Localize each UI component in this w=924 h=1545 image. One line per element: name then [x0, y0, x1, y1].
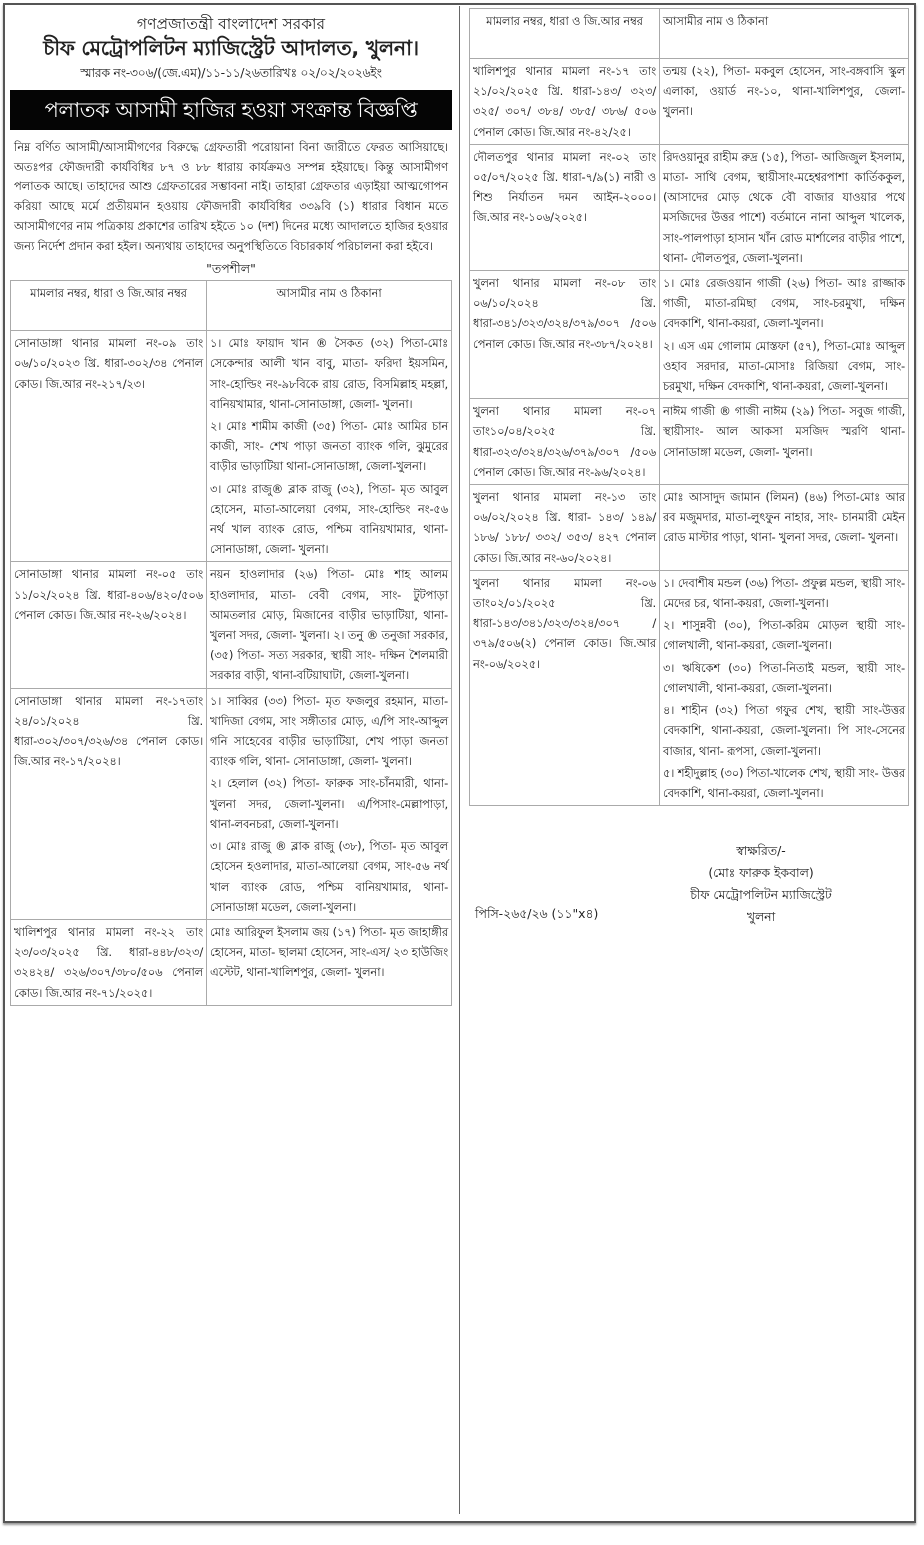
- case-row: [470, 399, 909, 485]
- pc-code: পিসি-২৬৫/২৬ (১১"x৪): [475, 906, 599, 922]
- accused-entry: ১। সাব্বির (৩৩) পিতা- মৃত ফজলুর রহমান, মাতা- খাদিজা বেগম, সাং সঙ্গীতার মোড়, এ/পি সাং-আব্দুল গনি সাহেবের বাড়ীর ভাড়াটিয়া, শেখ পাড়া জনতা ব্যাংক গলি, থানা- সোনাডাঙ্গা, জেলা- খুলনা।: [210, 693, 448, 769]
- header-case-column: মামলার নম্বর, ধারা ও জি.আর নম্বর: [470, 9, 660, 59]
- accused-entry: মোঃ আরিফুল ইসলাম জয় (১৭) পিতা- মৃত জাহাঙ্গীর হোসেন, মাতা- ছালমা হোসেন, সাং-এস/ ২৩ হাউজিং এস্টেট, থানা-খালিশপুর, জেলা- খুলনা।: [210, 924, 448, 980]
- accused-details: [660, 399, 909, 485]
- accused-entry: ৫। শহীদুল্লাহ (৩০) পিতা-খালেক শেখ, স্থায়ী সাং- উত্তর বেদকাশি, থানা-কয়রা, জেলা-খুলনা।: [663, 765, 905, 800]
- accused-entry: ১। দেবাশীষ মন্ডল (৩৬) পিতা- প্রফুল্ল মন্ডল, স্থায়ী সাং- মেদের চর, থানা-কয়রা, জেলা-খুলনা।: [663, 575, 905, 611]
- court-title: চীফ মেট্রোপলিটন ম্যাজিস্ট্রেট আদালত, খুলনা।: [43, 36, 419, 60]
- signatory-name: (মোঃ ফারুক ইকবাল): [708, 865, 814, 881]
- accused-entry: ২। শাসুন্নবী (৩০), পিতা-করিম মোড়ল স্থায়ী সাং- গোলখালী, থানা-কয়রা, জেলা-খুলনা।: [663, 618, 905, 653]
- accused-details: [660, 485, 909, 571]
- notice-banner: পলাতক আসামী হাজির হওয়া সংক্রান্ত বিজ্ঞপ্তি: [10, 90, 452, 130]
- accused-details: [207, 688, 452, 919]
- accused-details: [660, 271, 909, 399]
- accused-details: [207, 331, 452, 562]
- case-row: [470, 59, 909, 145]
- accused-entry: নাঈম গাজী ® গাজী নাঈম (২৯) পিতা- সবুজ গাজী, স্থায়ীসাং- আল আকসা মসজিদ স্মরণি থানা-সোনাডাঙ্গা মডেল, জেলা- খুলনা।: [663, 404, 905, 459]
- right-column: [469, 8, 909, 956]
- case-details: খুলনা থানার মামলা নং-০৬ তাং০২/০১/২০২৫ খ্রি. ধারা-১৪৩/৩৪১/৩২৩/৩২৪/৩০৭ /৩৭৯/৫০৬(২) পেনাল কোড। জি.আর নং-০৬/২০২৫।: [470, 570, 660, 805]
- right-case-table: [469, 8, 909, 806]
- case-details: খালিশপুর থানার মামলা নং-১৭ তাং ২১/০২/২০২৫ খ্রি. ধারা-১৪৩/ ৩২৩/ ৩২৫/ ৩০৭/ ৩৮৪/ ৩৮৫/ ৩৮৬/ ৫০৬ পেনাল কোড। জি.আর নং-৪২/২৫।: [470, 59, 660, 145]
- table-header-row: [470, 9, 909, 59]
- accused-entry: ১। মোঃ ফায়াদ খান ® সৈকত (৩২) পিতা-মোঃ সেকেন্দার আলী খান বাবু, মাতা- ফরিদা ইয়সমিন, সাং-হোল্ডিং নং-৯৮বিকে রায় রোড, বিসমিল্লাহ মহল্লা, বানিয়খামার, থানা-সোনাডাঙ্গা, জেলা- খুলনা।: [210, 336, 448, 411]
- case-row: [470, 570, 909, 805]
- column-divider: [459, 6, 460, 1514]
- accused-entry: মোঃ আসাদুদ জামান (লিমন) (৪৬) পিতা-মোঃ আর রব মজুমদার, মাতা-লুৎফুন নাহার, সাং- চানমারী মেইন রোড মাস্টার পাড়া, থানা- খুলনা সদর, জেলা- খুলনা।: [663, 490, 905, 545]
- header-accused-column: আসামীর নাম ও ঠিকানা: [207, 281, 452, 331]
- accused-entry: তন্ময় (২২), পিতা- মকবুল হোসেন, সাং-বঙ্গবাসি স্কুল এলাকা, ওয়ার্ড নং-১০, থানা-খালিশপুর, জেলা- খুলনা।: [663, 64, 905, 119]
- case-row: [470, 485, 909, 571]
- accused-entry: নয়ন হাওলাদার (২৬) পিতা- মোঃ শাহ আলম হাওলাদার, মাতা- বেবী বেগম, সাং- টুটপাড়া আমতলার মোড়, মিজানের বাড়ীর ভাড়াটিয়া, থানা-খুলনা সদর, জেলা- খুলনা। ২। তনু ® তনুজা সরকার, (৩৫) পিতা- সত্য সরকার, স্থায়ী সাং- দক্ষিন শৈলমারী সরকার বাড়ী, থানা-বটিয়াঘাটা, জেলা-খুলনা।: [210, 567, 448, 683]
- case-row: [11, 331, 452, 562]
- accused-details: [207, 562, 452, 688]
- accused-details: [207, 919, 452, 1005]
- case-details: খুলনা থানার মামলা নং-০৭ তাং১০/০৪/২০২৫ খ্রি. ধারা-৩২৩/৩২৪/৩২৬/৩৭৯/৩০৭ /৫০৬ পেনাল কোড। জি.আর নং-৯৬/২০২৪।: [470, 399, 660, 485]
- accused-entry: ১। মোঃ রেজওয়ান গাজী (২৬) পিতা- আঃ রাজ্জাক গাজী, মাতা-রমিছা বেগম, সাং-চরমুখা, দক্ষিন বেদকাশি, থানা-কয়রা, জেলা-খুলনা।: [663, 276, 905, 331]
- accused-details: [660, 144, 909, 270]
- accused-entry: রিদওয়ানুর রাহীম রুদ্র (১৫), পিতা- আজিজুল ইসলাম, মাতা- সাথি বেগম, স্থায়ীসাং-মহেশ্বরপাশা কার্তিককুল, (আসাদের মোড় থেকে বৌ বাজার যাওয়ার পথে মসজিদের উত্তর পাশে) বর্তমানে নানা আব্দুল খালেক, সাং-পালপাড়া হাসান খাঁন রোড মার্শালের বাড়ীর পাশে, থানা- দৌলতপুর, জেলা-খুলনা।: [663, 149, 905, 265]
- case-details: খুলনা থানার মামলা নং-০৮ তাং ০৬/১০/২০২৪ খ্রি. ধারা-৩৪১/৩২৩/৩২৪/৩৭৯/৩০৭ /৫০৬ পেনাল কোড। জি.আর নং-৩৮৭/২০২৪।: [470, 271, 660, 399]
- header-case-column: মামলার নম্বর, ধারা ও জি.আর নম্বর: [11, 281, 207, 331]
- case-details: খুলনা থানার মামলা নং-১৩ তাং ০৬/০২/২০২৪ খ্রি. ধারা- ১৪৩/ ১৪৯/ ১৮৬/ ১৮৮/ ৩৩২/ ৩৫৩/ ৪২৭ পেনাল কোড। জি.আর নং-৬০/২০২৪।: [470, 485, 660, 571]
- accused-entry: ৪। শাহীন (৩২) পিতা গফুর শেখ, স্থায়ী সাং-উত্তর বেদকাশি, থানা-কয়রা, জেলা-খুলনা। পি সাং-সেনের বাজার, থানা- রূপসা, জেলা-খুলনা।: [663, 703, 905, 758]
- notice-footer: [469, 806, 909, 956]
- intro-paragraph: নিম্ন বর্ণিত আসামী/আসামীগণের বিরুদ্ধে গ্রেফতারী পরোয়ানা বিনা জারীতে ফেরত আসিয়াছে। অতঃপর ফৌজদারী কার্যবিধির ৮৭ ও ৮৮ ধারায় কার্যক্রমও সম্পন্ন হইয়াছে। কিন্তু আসামীগণ পলাতক আছে। তাহাদের আশু গ্রেফতারের সম্ভাবনা নাই। তাহারা গ্রেফতার এড়াইয়া আত্মগোপন করিয়া আছে মর্মে প্রতীয়মান হওয়ায় ফৌজদারী কার্যবিধির ৩৩৯বি (১) ধারার বিধান মতে আসামীগণের নাম পত্রিকায় প্রকাশের তারিখ হইতে ১০ (দশ) দিনের মধ্যে আদালতে হাজির হওয়ার জন্য নির্দেশ প্রদান করা হইল। অন্যথায় তাহাদের অনুপস্থিতিতে বিচারকার্য পরিচালনা করা হইবে।: [14, 140, 448, 253]
- memo-number: স্মারক নং-৩০৬/(জে.এম)/১১-১১/২৬তারিখঃ ০২/০২/২০২৬ইং: [80, 65, 382, 80]
- case-row: [11, 919, 452, 1005]
- case-details: সোনাডাঙ্গা থানার মামলা নং-১৭তাং ২৪/০১/২০২৪ খ্রি. ধারা-৩০২/৩০৭/৩২৬/৩৪ পেনাল কোড। জি.আর নং-১৭/২০২৪।: [11, 688, 207, 919]
- accused-entry: ৩। মোঃ রাজু® ব্লাক রাজু (৩২), পিতা- মৃত আবুল হোসেন, মাতা-আলেয়া বেগম, সাং-হোল্ডিং নং-৫৬ নর্থ খাল ব্যাংক রোড, পশ্চিম বানিয়খামার, থানা- সোনাডাঙ্গা, জেলা- খুলনা।: [210, 481, 448, 557]
- case-details: সোনাডাঙ্গা থানার মামলা নং-০৯ তাং ০৬/১০/২০২৩ খ্রি. ধারা-৩০২/৩৪ পেনাল কোড। জি.আর নং-২১৭/২৩।: [11, 331, 207, 562]
- accused-entry: ৩। ঋষিকেশ (৩০) পিতা-নিতাই মন্ডল, স্থায়ী সাং- গোলখালী, থানা-কয়রা, জেলা-খুলনা।: [663, 660, 905, 695]
- case-row: [11, 688, 452, 919]
- accused-entry: ২। মোঃ শামীম কাজী (৩৫) পিতা- মোঃ আমির চান কাজী, সাং- শেখ পাড়া জনতা ব্যাংক গলি, ঝুমুরের বাড়ীর ভাড়াটিয়া থানা-সোনাডাঙ্গা, জেলা-খুলনা।: [210, 419, 448, 474]
- accused-entry: ২। হেলাল (৩২) পিতা- ফারুক সাং-চাঁনমারী, থানা- খুলনা সদর, জেলা-খুলনা। এ/পিসাং-মেল্লাপাড়া, থানা-লবনচরা, জেলা-খুলনা।: [210, 776, 448, 831]
- signed-label: স্বাক্ষরিত/-: [736, 843, 786, 859]
- case-details: সোনাডাঙ্গা থানার মামলা নং-০৫ তাং ১১/০২/২০২৪ খ্রি. ধারা-৪০৬/৪২০/৫০৬ পেনাল কোড। জি.আর নং-২৬/২০২৪।: [11, 562, 207, 688]
- accused-entry: ৩। মোঃ রাজু ® ব্লাক রাজু (৩৮), পিতা- মৃত আবুল হোসেন হওলাদার, মাতা-আলেয়া বেগম, সাং-৫৬ নর্থ খাল ব্যাংক রোড, পশ্চিম বানিয়খামার, থানা- সোনাডাঙ্গা মডেল, জেলা-খুলনা।: [210, 839, 448, 914]
- signatory-place: খুলনা: [746, 909, 776, 925]
- schedule-title: "তপশীল": [206, 261, 256, 277]
- left-case-table: [10, 280, 452, 1006]
- accused-details: [660, 570, 909, 805]
- case-row: [470, 271, 909, 399]
- government-name: গণপ্রজাতন্ত্রী বাংলাদেশ সরকার: [136, 15, 326, 33]
- accused-entry: ২। এস এম গোলাম মোস্তফা (৫৭), পিতা-মোঃ আব্দুল ওহাব সরদার, মাতা-মোসাঃ রিজিয়া বেগম, সাং-চরমুখা, দক্ষিন বেদকাশি, থানা-কয়রা, জেলা-খুলনা।: [663, 338, 905, 394]
- table-header-row: [11, 281, 452, 331]
- case-details: দৌলতপুর থানার মামলা নং-০২ তাং ০৫/০৭/২০২৫ খ্রি. ধারা-৭/৯(১) নারী ও শিশু নির্যাতন দমন আইন-২০০০। জি.আর নং-১০৬/২০২৫।: [470, 144, 660, 270]
- header-accused-column: আসামীর নাম ও ঠিকানা: [660, 9, 909, 59]
- signature-block: [631, 840, 891, 928]
- signatory-designation: চীফ মেট্রোপলিটন ম্যাজিস্ট্রেট: [690, 887, 832, 903]
- case-row: [470, 144, 909, 270]
- left-column: [10, 12, 452, 1006]
- case-details: খালিশপুর থানার মামলা নং-২২ তাং ২৩/০৩/২০২৫ খ্রি. ধারা-৪৪৮/৩২৩/ ৩২৪২৪/ ৩২৬/৩০৭/৩৮০/৫০৬ পেনাল কোড। জি.আর নং-৭১/২০২৫।: [11, 919, 207, 1005]
- accused-details: [660, 59, 909, 145]
- case-row: [11, 562, 452, 688]
